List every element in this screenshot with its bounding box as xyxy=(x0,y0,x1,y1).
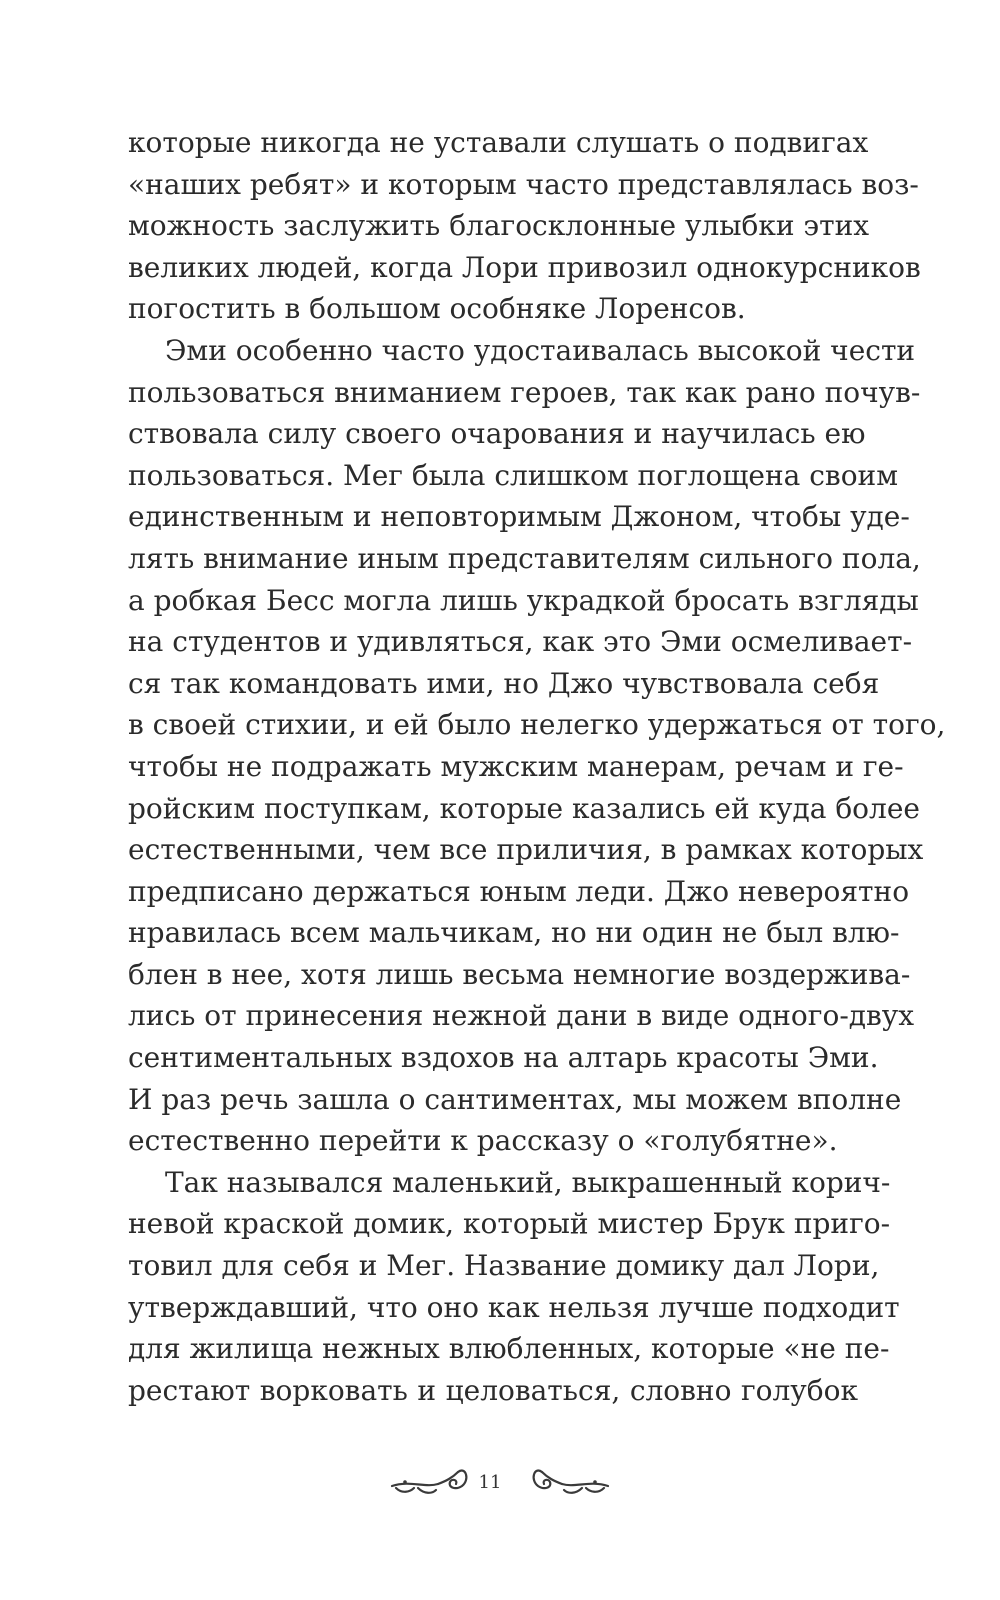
page-footer xyxy=(0,1458,1000,1518)
text-line: рестают ворковать и целоваться, словно голубок xyxy=(128,1373,858,1407)
text-line: единственным и неповторимым Джоном, чтобы уде- xyxy=(128,500,910,534)
text-line: в своей стихии, и ей было нелегко удержаться от того, xyxy=(128,708,946,742)
text-line: предписано держаться юным леди. Джо невероятно xyxy=(128,874,910,908)
text-line: великих людей, когда Лори привозил однокурсников xyxy=(128,250,921,284)
text-line: сентиментальных вздохов на алтарь красоты Эми. xyxy=(128,1041,879,1075)
text-line: естественно перейти к рассказу о «голубятне». xyxy=(128,1124,838,1158)
text-line: естественными, чем все приличия, в рамках которых xyxy=(128,833,924,867)
text-line: чтобы не подражать мужским манерам, речам и ге- xyxy=(128,749,904,783)
text-line: блен в нее, хотя лишь весьма немногие воздержива- xyxy=(128,957,911,991)
paragraph-3 xyxy=(128,1162,900,1412)
text-line: невой краской домик, который мистер Брук приго- xyxy=(128,1207,891,1241)
paragraph-1 xyxy=(128,122,921,330)
text-line: пользоваться. Мег была слишком поглощена своим xyxy=(128,458,898,492)
text-line: ся так командовать ими, но Джо чувствовала себя xyxy=(128,666,880,700)
text-line: И раз речь зашла о сантиментах, мы можем вполне xyxy=(128,1082,902,1116)
text-line: Эми особенно часто удостаивалась высокой чести xyxy=(165,333,916,367)
text-line: ройским поступкам, которые казались ей куда более xyxy=(128,791,920,825)
text-line: Так назывался маленький, выкрашенный корич- xyxy=(165,1165,891,1199)
text-line: нравилась всем мальчикам, но ни один не был влю- xyxy=(128,916,900,950)
paragraph-2 xyxy=(128,330,946,1162)
text-line: можность заслужить благосклонные улыбки этих xyxy=(128,209,870,243)
text-line: ствовала силу своего очарования и научилась ею xyxy=(128,417,866,451)
body-text xyxy=(128,122,946,1411)
text-line: лять внимание иным представителям сильного пола, xyxy=(128,541,921,575)
text-line: для жилища нежных влюбленных, которые «не пе- xyxy=(128,1332,890,1366)
text-line: пользоваться вниманием героев, так как рано почув- xyxy=(128,375,921,409)
text-line: на студентов и удивляться, как это Эми осмеливает- xyxy=(128,625,913,659)
text-line: погостить в большом особняке Лоренсов. xyxy=(128,292,746,326)
page-number: 11 xyxy=(478,1472,502,1493)
text-line: которые никогда не уставали слушать о подвигах xyxy=(128,126,869,159)
text-line: товил для себя и Мег. Название домику дал Лори, xyxy=(128,1249,880,1283)
text-line: а робкая Бесс могла лишь украдкой бросать взгляды xyxy=(128,583,919,617)
text-line: лись от принесения нежной дани в виде одного-двух xyxy=(128,999,915,1033)
text-line: «наших ребят» и которым часто представлялась воз- xyxy=(128,167,919,201)
text-line: утверждавший, что оно как нельзя лучше подходит xyxy=(128,1290,900,1324)
